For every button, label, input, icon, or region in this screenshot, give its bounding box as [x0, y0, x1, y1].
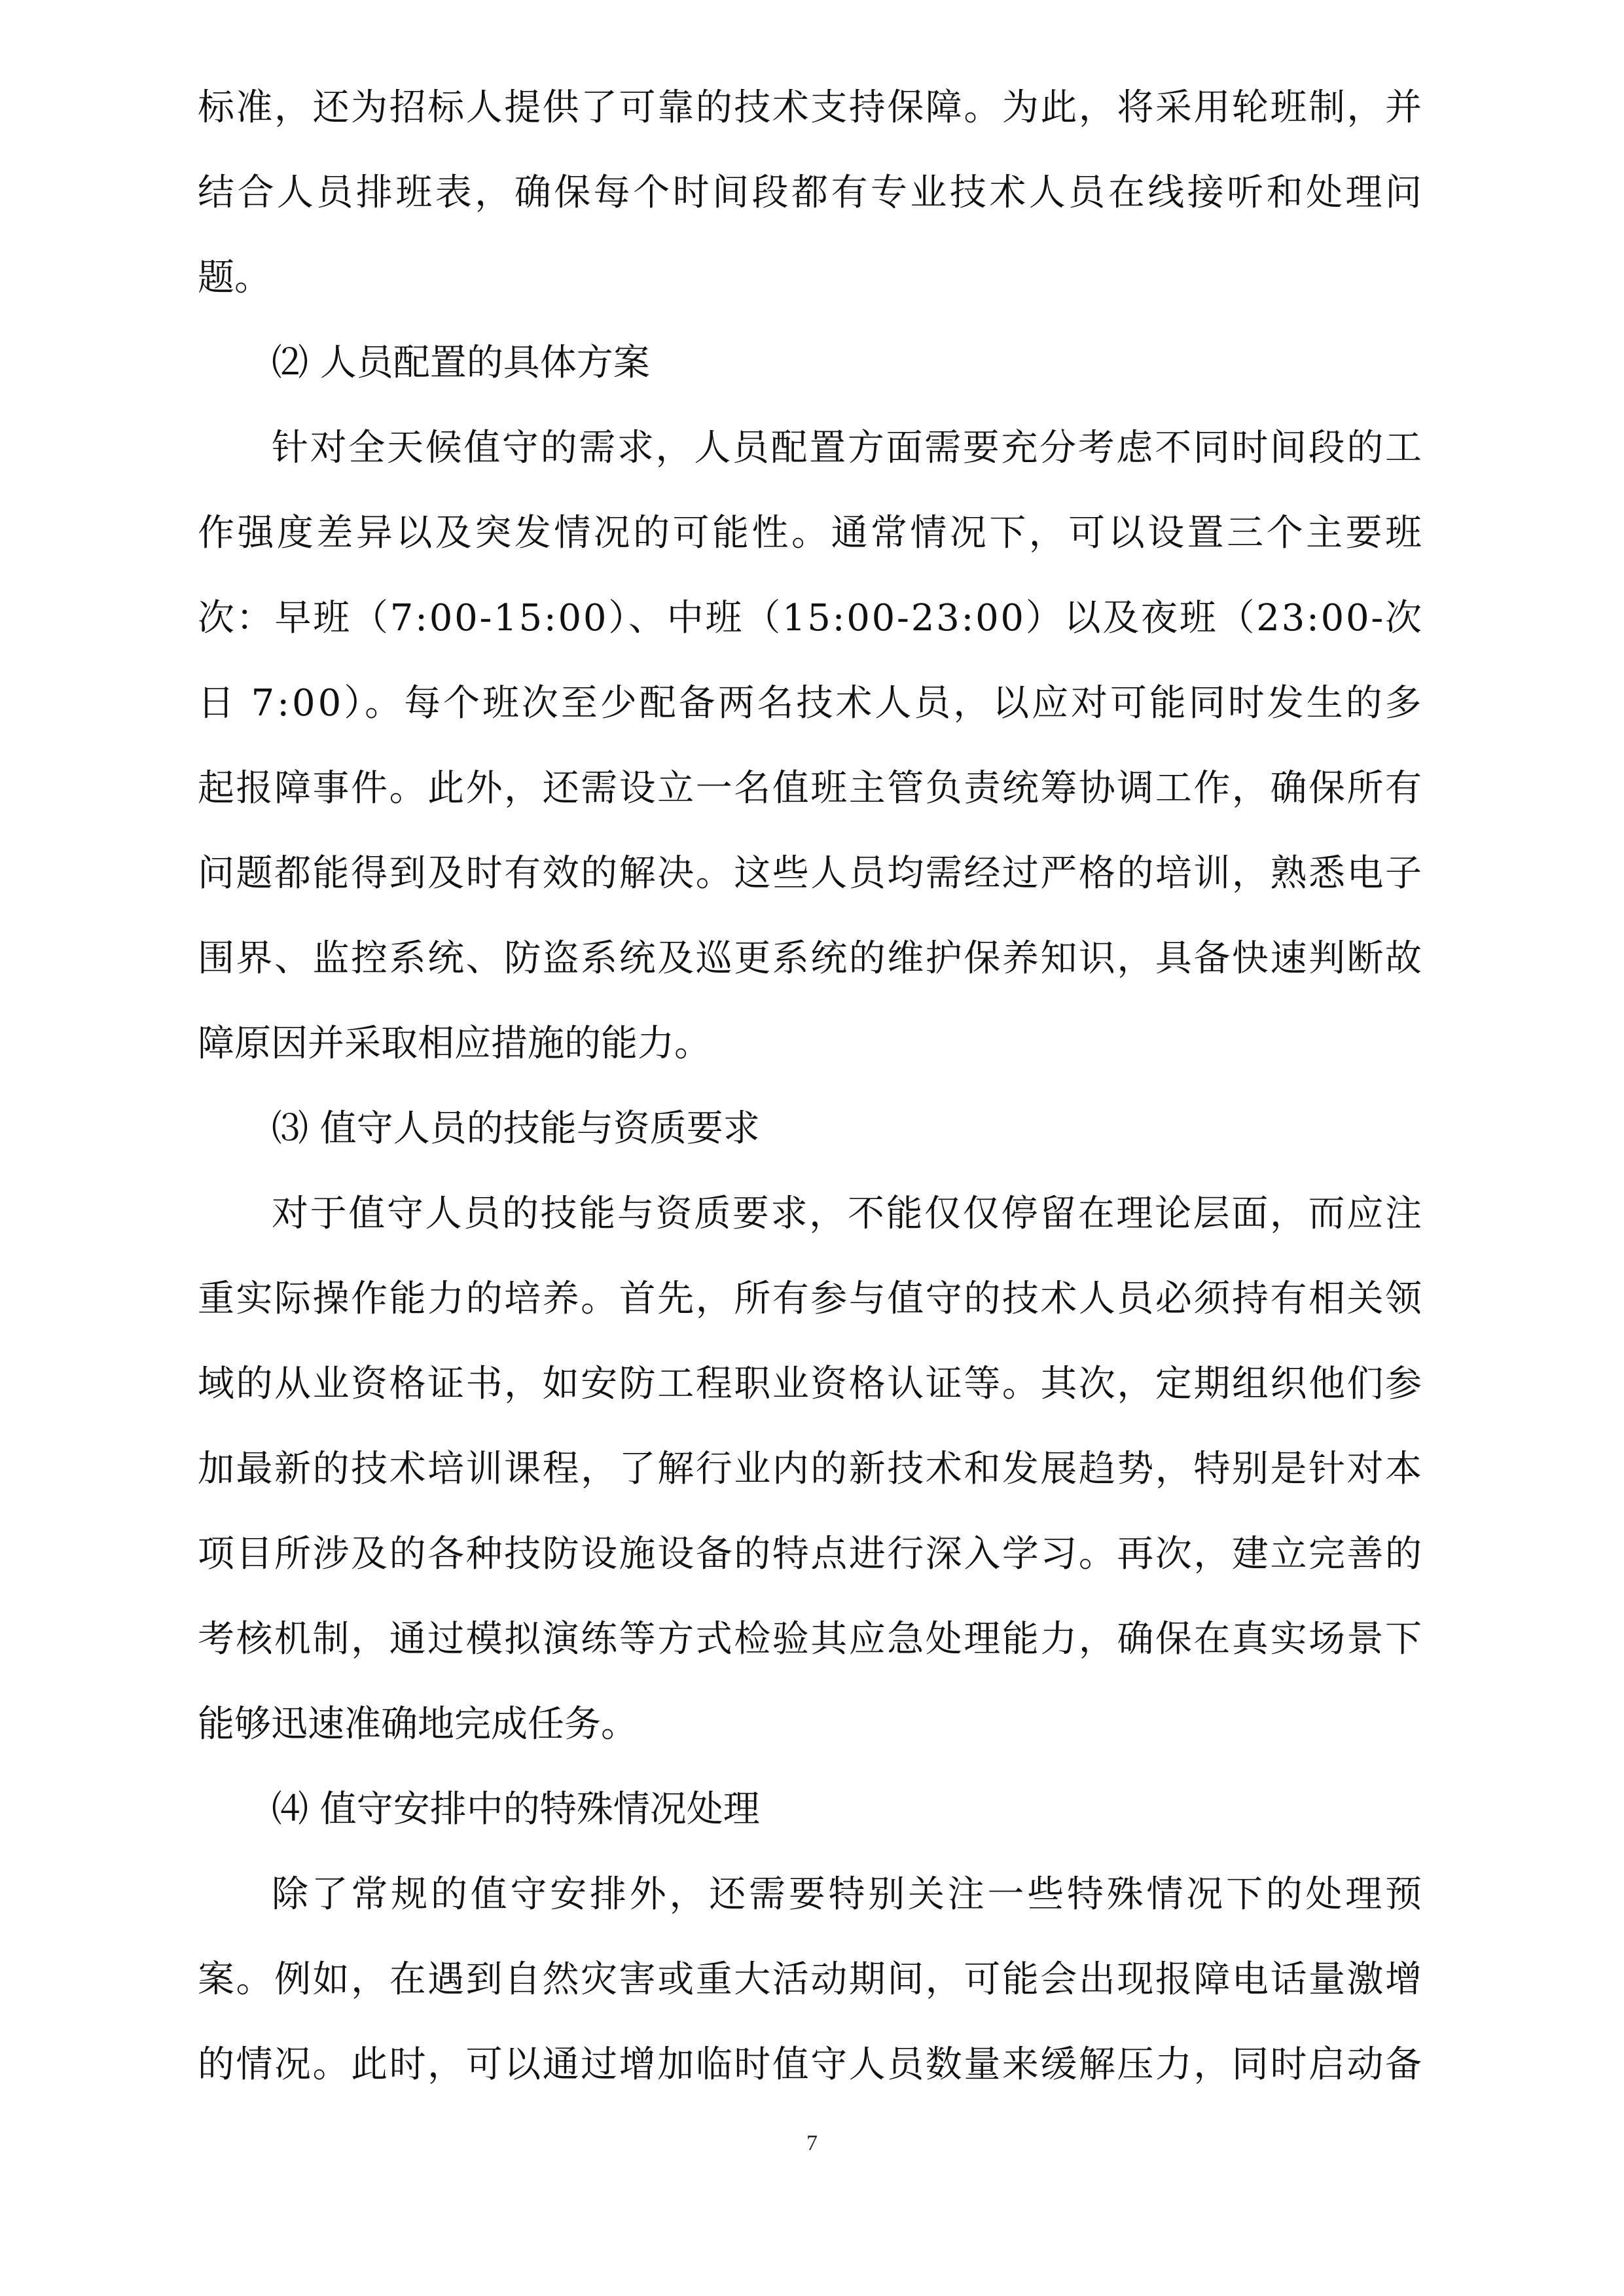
text-line: 问题都能得到及时有效的解决。这些人员均需经过严格的培训，熟悉电子: [198, 852, 1424, 895]
text-line: 结合人员排班表，确保每个时间段都有专业技术人员在线接听和处理问: [198, 171, 1425, 214]
text-line: 标准，还为招标人提供了可靠的技术支持保障。为此，将采用轮班制，并: [198, 86, 1424, 129]
section-heading: ⑷ 值守安排中的特殊情况处理: [272, 1788, 760, 1831]
text-line: 针对全天候值守的需求，人员配置方面需要充分考虑不同时间段的工: [272, 427, 1424, 469]
text-line: 除了常规的值守安排外，还需要特别关注一些特殊情况下的处理预: [272, 1873, 1425, 1916]
text-line: 案。例如，在遇到自然灾害或重大活动期间，可能会出现报障电话量激增: [198, 1958, 1424, 2001]
text-line: 日 7:00）。每个班次至少配备两名技术人员，以应对可能同时发生的多: [198, 682, 1424, 725]
text-line: 对于值守人员的技能与资质要求，不能仅仅停留在理论层面，而应注: [272, 1193, 1424, 1235]
section-heading: ⑶ 值守人员的技能与资质要求: [272, 1107, 760, 1150]
text-line: 重实际操作能力的培养。首先，所有参与值守的技术人员必须持有相关领: [198, 1278, 1424, 1320]
text-line: 题。: [198, 257, 271, 299]
text-line: 障原因并采取相应措施的能力。: [198, 1022, 711, 1065]
text-line: 项目所涉及的各种技防设施设备的特点进行深入学习。再次，建立完善的: [198, 1533, 1424, 1575]
section-heading: ⑵ 人员配置的具体方案: [272, 342, 650, 384]
text-line: 能够迅速准确地完成任务。: [198, 1703, 638, 1746]
text-line: 围界、监控系统、防盗系统及巡更系统的维护保养知识，具备快速判断故: [198, 937, 1424, 980]
text-line: 加最新的技术培训课程，了解行业内的新技术和发展趋势，特别是针对本: [198, 1448, 1424, 1490]
text-line: 域的从业资格证书，如安防工程职业资格认证等。其次，定期组织他们参: [198, 1363, 1424, 1405]
text-line: 作强度差异以及突发情况的可能性。通常情况下，可以设置三个主要班: [198, 512, 1425, 554]
page-number: 7: [806, 2131, 818, 2155]
text-line: 考核机制，通过模拟演练等方式检验其应急处理能力，确保在真实场景下: [198, 1618, 1424, 1660]
text-line: 起报障事件。此外，还需设立一名值班主管负责统筹协调工作，确保所有: [198, 767, 1424, 810]
text-line: 的情况。此时，可以通过增加临时值守人员数量来缓解压力，同时启动备: [198, 2043, 1424, 2086]
text-line: 次：早班（7:00-15:00）、中班（15:00-23:00）以及夜班（23:00-次: [198, 597, 1424, 639]
